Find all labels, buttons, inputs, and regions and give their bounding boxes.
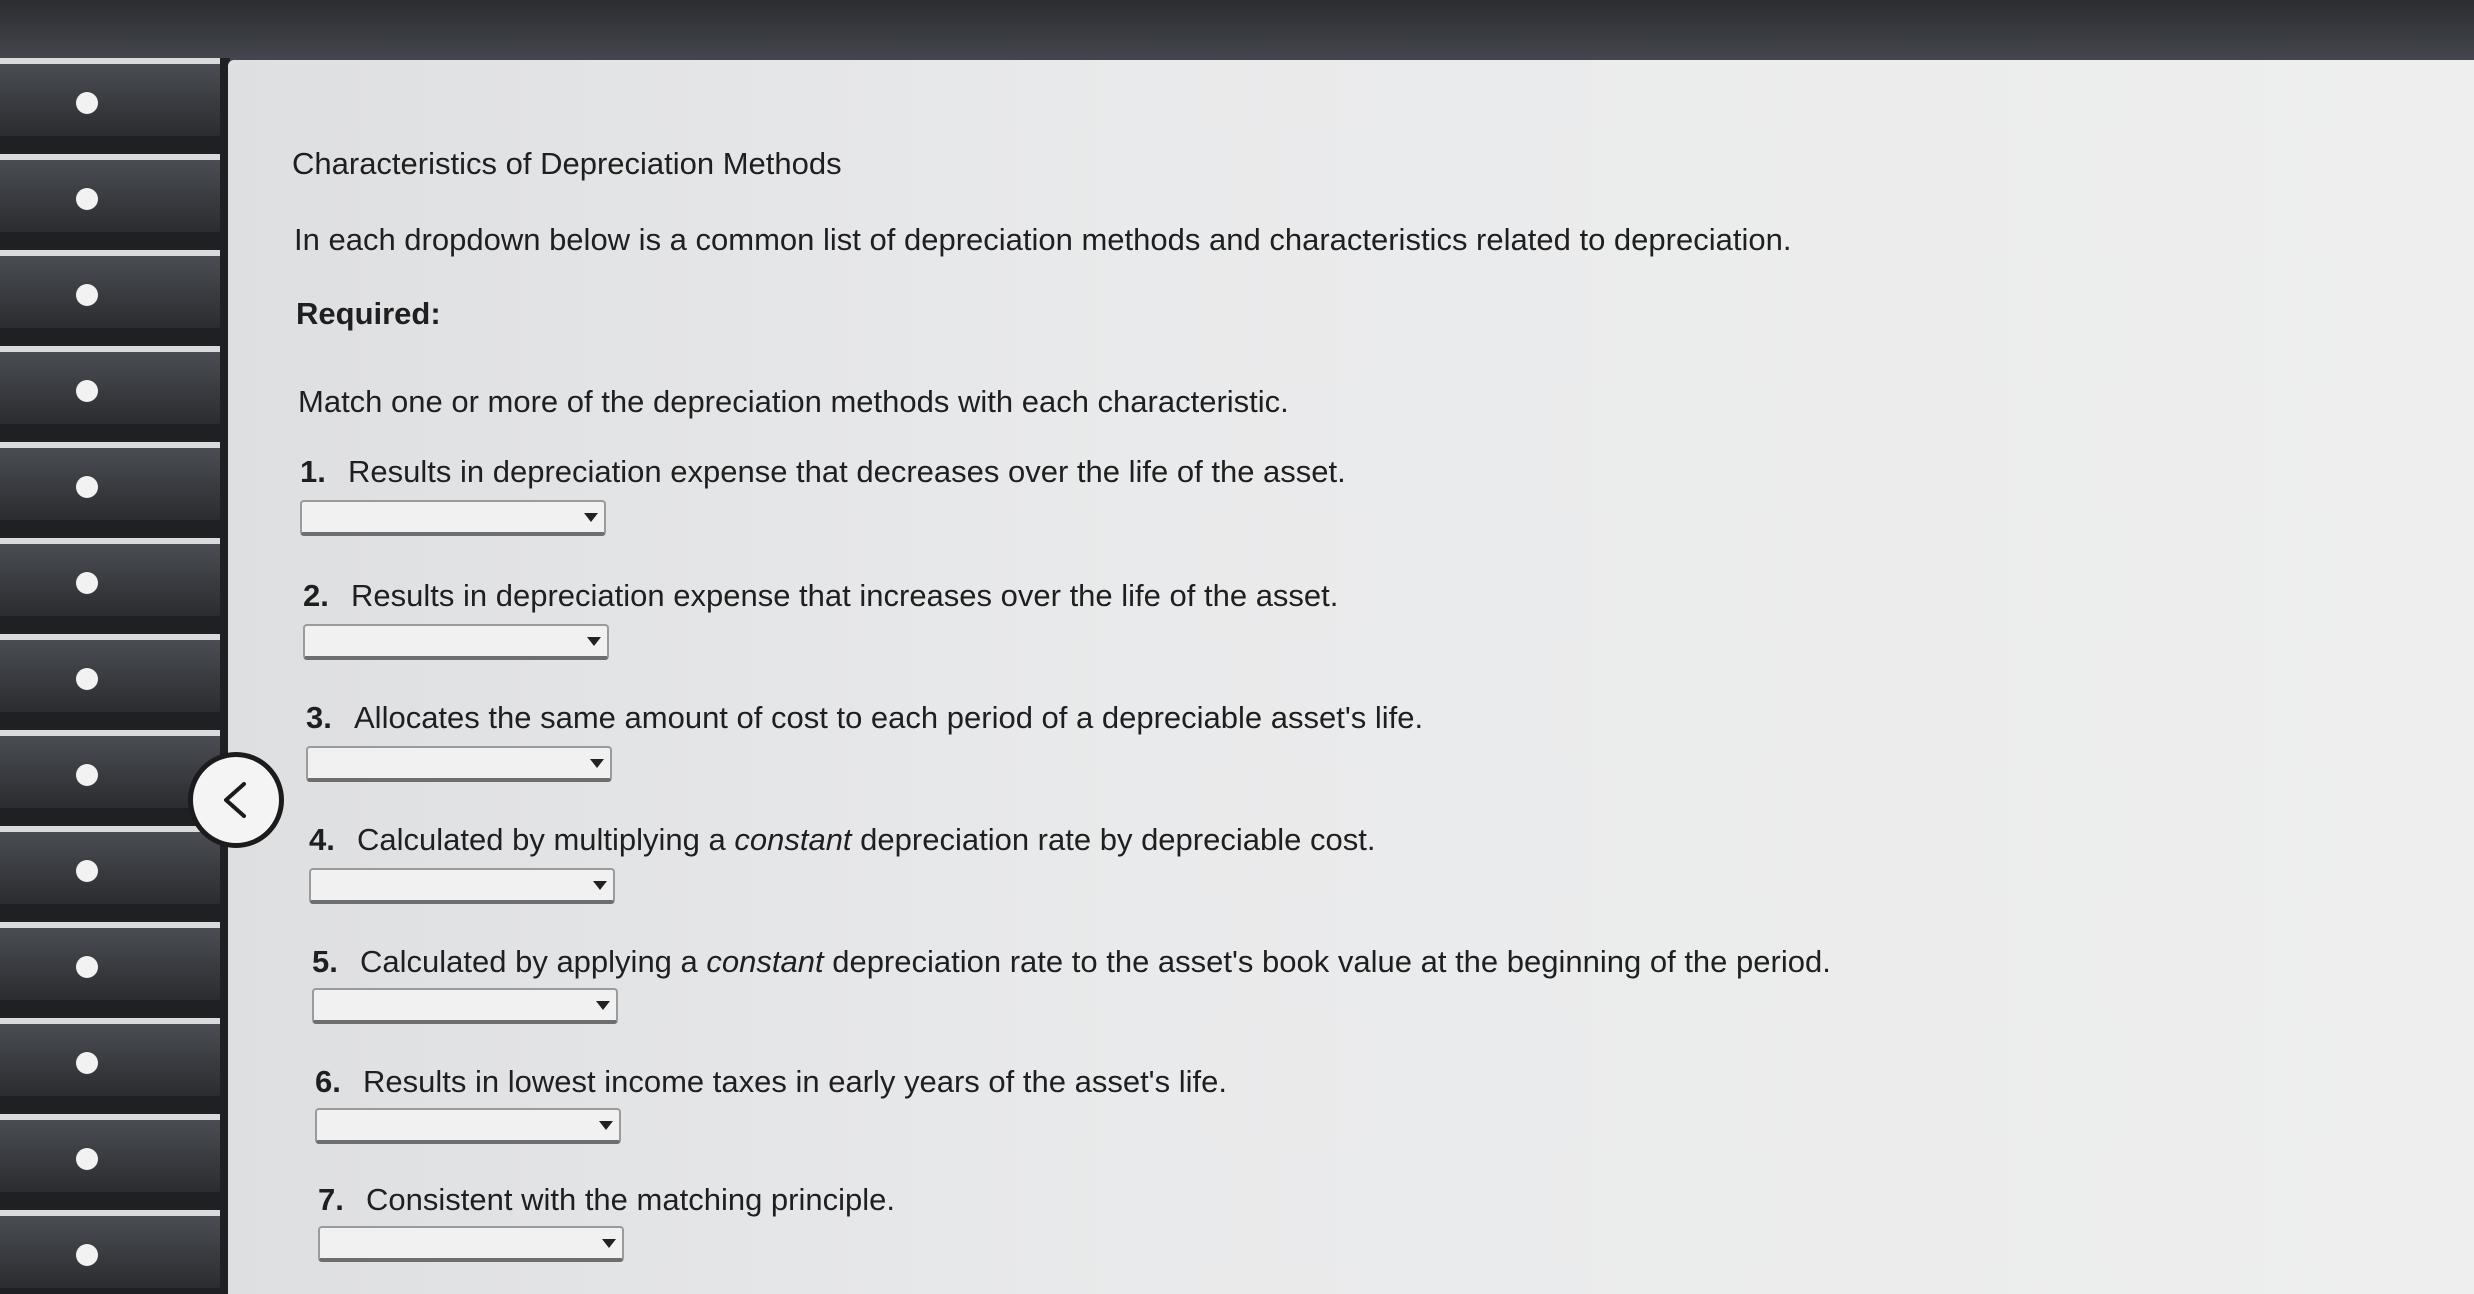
question-text: Results in lowest income taxes in early years of the asset's life. [363,1064,1227,1099]
question-text: Results in depreciation expense that decreases over the life of the asset. [348,454,1346,489]
nav-item-12[interactable] [0,1114,220,1192]
nav-dot-icon [76,1244,98,1266]
caret-down-icon [602,1239,616,1248]
nav-item-10[interactable] [0,922,220,1000]
question-6 [315,1064,1227,1100]
caret-down-icon [599,1121,613,1130]
question-5 [312,944,1831,980]
question-number: 7. [318,1182,344,1217]
nav-dot-icon [76,956,98,978]
caret-down-icon [590,759,604,768]
nav-dot-icon [76,188,98,210]
question-text: Allocates the same amount of cost to each period of a depreciable asset's life. [354,700,1424,735]
nav-item-11[interactable] [0,1018,220,1096]
nav-dot-icon [76,92,98,114]
nav-dot-icon [76,572,98,594]
top-bar [0,0,2474,64]
question-1 [300,454,1346,490]
answer-dropdown-3[interactable] [306,746,612,782]
nav-item-9[interactable] [0,826,220,904]
question-text-before: Calculated by applying a [360,944,707,979]
question-number: 4. [309,822,335,857]
question-number: 1. [300,454,326,489]
answer-dropdown-6[interactable] [315,1108,621,1144]
question-text-after: depreciation rate by depreciable cost. [851,822,1376,857]
question-number: 6. [315,1064,341,1099]
required-label: Required: [296,296,441,331]
question-text-after: depreciation rate to the asset's book value at the beginning of the period. [823,944,1831,979]
nav-item-8[interactable] [0,730,220,808]
answer-dropdown-2[interactable] [303,624,609,660]
caret-down-icon [587,637,601,646]
nav-dot-icon [76,764,98,786]
nav-dot-icon [76,1052,98,1074]
chevron-left-icon [214,778,258,822]
question-number: 5. [312,944,338,979]
nav-item-6[interactable] [0,538,220,616]
nav-dot-icon [76,860,98,882]
answer-dropdown-4[interactable] [309,868,615,904]
nav-item-2[interactable] [0,154,220,232]
instruction-text: Match one or more of the depreciation methods with each characteristic. [298,384,1289,419]
caret-down-icon [593,881,607,890]
question-text: Results in depreciation expense that increases over the life of the asset. [351,578,1339,613]
question-4 [309,822,1375,858]
question-number: 3. [306,700,332,735]
answer-dropdown-5[interactable] [312,988,618,1024]
nav-item-3[interactable] [0,250,220,328]
question-2 [303,578,1338,614]
question-7 [318,1182,895,1218]
nav-item-7[interactable] [0,634,220,712]
nav-dot-icon [76,476,98,498]
nav-dot-icon [76,380,98,402]
answer-dropdown-1[interactable] [300,500,606,536]
nav-item-5[interactable] [0,442,220,520]
intro-text: In each dropdown below is a common list of depreciation methods and characteristics related to depreciation. [294,222,1792,257]
nav-dot-icon [76,284,98,306]
page-title: Characteristics of Depreciation Methods [292,146,842,181]
caret-down-icon [584,513,598,522]
question-3 [306,700,1423,736]
nav-dot-icon [76,668,98,690]
question-text: Consistent with the matching principle. [366,1182,895,1217]
question-number: 2. [303,578,329,613]
question-text-emphasis: constant [706,944,824,979]
nav-item-4[interactable] [0,346,220,424]
question-text-emphasis: constant [734,822,852,857]
sidebar [0,58,230,1294]
back-button[interactable] [188,752,284,848]
nav-item-13[interactable] [0,1210,220,1288]
nav-dot-icon [76,1148,98,1170]
nav-item-1[interactable] [0,58,220,136]
question-text-before: Calculated by multiplying a [357,822,735,857]
answer-dropdown-7[interactable] [318,1226,624,1262]
caret-down-icon [596,1001,610,1010]
